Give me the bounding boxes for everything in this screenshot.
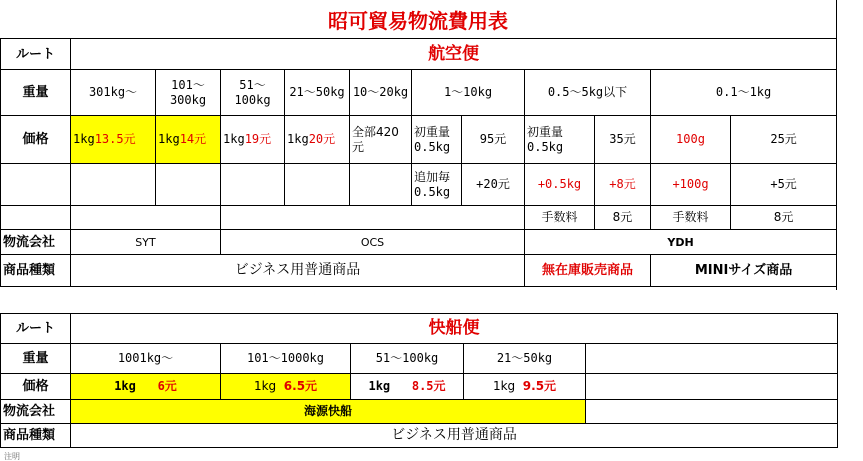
route-label: ルート [1, 39, 71, 70]
price-cell: 35元 [595, 116, 651, 164]
page-title: 昭可貿易物流費用表 [328, 9, 508, 33]
price-cell: 1kg 6.5元 [221, 374, 351, 400]
fee-value: 8元 [731, 206, 837, 230]
price-cell: 1kg 6元 [71, 374, 221, 400]
weight-cell: 1001kg～ [71, 344, 221, 374]
weight-cell: 21～50kg [464, 344, 586, 374]
sea-freight-table [0, 313, 838, 448]
type-label: 商品種類 [1, 255, 71, 287]
price-cell: 100g [651, 116, 731, 164]
price-cell: 95元 [462, 116, 525, 164]
company-cell: SYT [71, 230, 221, 255]
price-cell: 全部420元 [350, 116, 412, 164]
weight-cell: 10～20kg [350, 70, 412, 116]
footer-note: 注明 [4, 452, 20, 461]
weight-label: 重量 [1, 344, 71, 374]
weight-cell: 101～1000kg [221, 344, 351, 374]
company-cell: YDH [525, 230, 837, 255]
price-label: 価格 [1, 374, 71, 400]
weight-cell: 51～100kg [351, 344, 464, 374]
fee-label: 手数料 [525, 206, 595, 230]
fee-value: 8元 [595, 206, 651, 230]
price-cell: 1kg 8.5元 [351, 374, 464, 400]
price-cell: +0.5kg [525, 164, 595, 206]
route-label: ルート [1, 314, 71, 344]
fee-label: 手数料 [651, 206, 731, 230]
weight-cell: 21～50kg [285, 70, 350, 116]
weight-cell: 301kg～ [71, 70, 156, 116]
company-cell: OCS [221, 230, 525, 255]
company-label: 物流会社 [1, 230, 71, 255]
weight-cell: 101～300kg [156, 70, 221, 116]
weight-cell: 1～10kg [412, 70, 525, 116]
price-cell: 1kg19元 [221, 116, 285, 164]
price-cell: 25元 [731, 116, 837, 164]
price-cell: +20元 [462, 164, 525, 206]
type-cell: 無在庫販売商品 [525, 255, 651, 287]
weight-cell: 51～100kg [221, 70, 285, 116]
price-cell: 1kg14元 [156, 116, 221, 164]
weight-label: 重量 [1, 70, 71, 116]
price-cell: +100g [651, 164, 731, 206]
section-title-sea: 快船便 [71, 314, 838, 344]
price-cell: 1kg13.5元 [71, 116, 156, 164]
price-cell: +8元 [595, 164, 651, 206]
company-label: 物流会社 [1, 400, 71, 424]
company-cell: 海源快船 [71, 400, 586, 424]
price-cell: 初重量0.5kg [525, 116, 595, 164]
price-cell: 追加毎0.5kg [412, 164, 462, 206]
weight-cell: 0.5～5kg以下 [525, 70, 651, 116]
price-label: 価格 [1, 116, 71, 164]
section-title-air: 航空便 [71, 39, 837, 70]
price-cell: 1kg20元 [285, 116, 350, 164]
type-cell: ビジネス用普通商品 [71, 424, 838, 448]
type-cell: MINIサイズ商品 [651, 255, 837, 287]
type-cell: ビジネス用普通商品 [71, 255, 525, 287]
weight-cell: 0.1～1kg [651, 70, 837, 116]
price-cell: 1kg 9.5元 [464, 374, 586, 400]
price-cell: 初重量0.5kg [412, 116, 462, 164]
air-freight-table [0, 38, 837, 287]
type-label: 商品種類 [1, 424, 71, 448]
price-cell: +5元 [731, 164, 837, 206]
